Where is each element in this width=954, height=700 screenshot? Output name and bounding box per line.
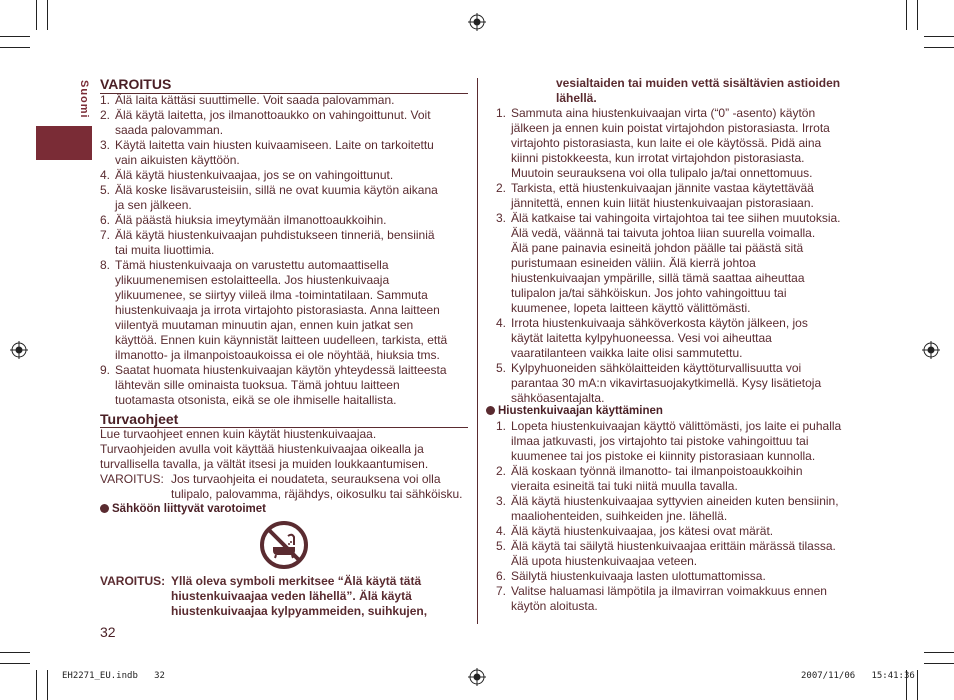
list-item-line: käytät laitetta kylpyhuoneessa. Vesi voi aiheuttaa: [511, 331, 772, 345]
crop-mark: [0, 47, 30, 48]
list-item-number: 3.: [496, 494, 507, 508]
crop-mark: [924, 663, 954, 664]
list-item-number: 5.: [496, 539, 507, 553]
language-tab: [36, 126, 92, 160]
crop-mark: [906, 0, 907, 30]
list-item-line: parantaa 30 mA:n vikavirtasuojakytkimellä. Kysy lisätietoja: [511, 376, 822, 390]
electric-heading-text: Sähköön liittyvät varotoimet: [112, 503, 267, 515]
list-item-line: vain aikuisten käyttöön.: [115, 153, 240, 167]
footer-timestamp: [801, 671, 915, 681]
list-item-number: 2.: [496, 181, 507, 195]
list-item-line: Älä käytä tai säilytä hiustenkuivaajaa erittäin märässä tilassa.: [511, 539, 836, 553]
list-item-line: Älä käytä hiustenkuivaajaa, jos kätesi ovat märät.: [511, 524, 774, 538]
crop-mark: [36, 0, 37, 30]
list-item-line: Käytä laitetta vain hiusten kuivaamiseen. Laite on tarkoitettu: [115, 138, 434, 152]
list-item-line: ylikuumenee, se siirtyy viileä ilma -toimintatilaan. Sammuta: [115, 288, 428, 302]
list-item-number: 4.: [100, 168, 111, 182]
list-item-line: Lopeta hiustenkuivaajan käyttö välittömästi, jos laite ei puhalla: [511, 419, 842, 433]
warning-line: Jos turvaohjeita ei noudateta, seurauksena voi olla: [171, 472, 441, 486]
list-item-number: 2.: [496, 464, 507, 478]
warning-label: VAROITUS:: [100, 472, 164, 486]
list-item-line: viilentyä muutaman minuutin ajan, ennen kuin jatkat sen: [115, 318, 414, 332]
list-item-line: Saatat huomata hiustenkuivaajan käytön yhteydessä laitteesta: [115, 363, 447, 377]
list-item-line: puristumaan esineiden väliin. Älä kierrä johtoa: [511, 256, 756, 270]
list-item-number: 6.: [496, 569, 507, 583]
turvaohjeet-heading: Turvaohjeet: [100, 411, 179, 427]
list-item-line: jännitettä, ennen kuin liität hiustenkuivaajan pistorasiaan.: [511, 196, 814, 210]
bullet-icon: [100, 504, 109, 513]
list-item: [100, 228, 475, 258]
symbol-line: hiustenkuivaajaa kylpyammeiden, suihkujen,: [171, 604, 428, 618]
symbol-line: Yllä oleva symboli merkitsee “Älä käytä tätä: [171, 574, 422, 588]
list-item-line: ilmaa jatkuvasti, jos virtajohto tai pistoke vahingoittuu tai: [511, 434, 809, 448]
varoitus-list: [100, 93, 475, 408]
list-item-line: ilmanotto- ja ilmanpoistoaukoissa ei ole nöyhtää, hiuksia tms.: [115, 348, 440, 362]
list-item-line: hiustenkuivaajan ympärille, sillä tämä saattaa aiheuttaa: [511, 271, 805, 285]
varoitus-heading: VAROITUS: [100, 76, 172, 92]
footer-file-name: EH2271_EU.indb: [62, 671, 138, 681]
list-item-line: Älä päästä hiuksia imeytymään ilmanottoaukkoihin.: [115, 213, 387, 227]
crop-mark: [924, 47, 954, 48]
electric-precautions-heading: [100, 503, 266, 515]
list-item-line: Irrota hiustenkuivaaja sähköverkosta käytön jälkeen, jos: [511, 316, 808, 330]
language-label: Suomi: [78, 80, 90, 119]
list-item-line: kuumenee tai jos pistoke ei kiinnity pistorasiaan kunnolla.: [511, 449, 816, 463]
list-item-number: 3.: [496, 211, 507, 225]
warning-text: [171, 472, 481, 502]
list-item-line: saada palovamman.: [115, 123, 224, 137]
list-item: [496, 106, 866, 181]
list-item-line: virtajohto pistorasiasta, kun laite ei ole käytössä. Pidä aina: [511, 136, 822, 150]
list-item-line: vaaratilanteen vaikka laite olisi sammutettu.: [511, 346, 743, 360]
list-item-number: 7.: [100, 228, 111, 242]
list-item-line: Älä vedä, väännä tai taivuta johtoa liian suurella voimalla.: [511, 226, 816, 240]
crop-mark: [47, 670, 48, 700]
column-divider: [477, 78, 478, 624]
list-item: [496, 539, 866, 569]
list-item: [100, 183, 475, 213]
list-item-number: 1.: [100, 93, 111, 107]
list-item-line: Sammuta aina hiustenkuivaajan virta (“0” -asento) käytön: [511, 106, 816, 120]
list-item: [496, 524, 866, 539]
footer-file: [62, 671, 165, 681]
crop-mark: [0, 36, 30, 37]
intro-line: Turvaohjeiden avulla voit käyttää hiustenkuivaajaa oikealla ja: [100, 442, 424, 456]
list-item-line: tuotamasta otsonista, eikä se ole ihmiselle haitallista.: [115, 393, 397, 407]
list-item: [496, 361, 866, 406]
registration-mark-icon: [468, 668, 486, 686]
list-item: [496, 316, 866, 361]
list-item-line: Älä käytä hiustenkuivaajan puhdistukseen tinneriä, bensiiniä: [115, 228, 435, 242]
list-item-line: Tarkista, että hiustenkuivaajan jännite vastaa käytettävää: [511, 181, 814, 195]
list-item-line: käytön aloitusta.: [511, 599, 598, 613]
list-item: [496, 181, 866, 211]
continued-warning: [556, 76, 866, 106]
list-item-number: 4.: [496, 524, 507, 538]
list-item-number: 5.: [100, 183, 111, 197]
list-item-line: Älä käytä hiustenkuivaajaa syttyvien aineiden kuten bensiinin,: [511, 494, 839, 508]
crop-mark: [0, 652, 30, 653]
usage-heading-text: Hiustenkuivaajan käyttäminen: [498, 405, 663, 417]
list-item: [496, 464, 866, 494]
symbol-warning-text: [171, 574, 471, 619]
warning-line: tulipalo, palovamma, räjähdys, oikosulku tai sähköisku.: [171, 487, 463, 501]
continued-line: lähellä.: [556, 91, 597, 105]
list-item-number: 3.: [100, 138, 111, 152]
bullet-icon: [486, 406, 495, 415]
list-item-line: Muutoin seurauksena voi olla tulipalo ja/tai onnettomuus.: [511, 166, 813, 180]
list-item: [100, 213, 475, 228]
list-item-line: ylikuumenemisen estolaitteella. Jos hiustenkuivaaja: [115, 273, 390, 287]
list-item-line: tulipalon ja/tai sähköiskun. Jos johto vahingoittuu tai: [511, 286, 787, 300]
crop-mark: [0, 663, 30, 664]
list-item-line: jälkeen ja ennen kuin poistat virtajohdon pistorasiasta. Irrota: [511, 121, 830, 135]
list-item-line: Älä koske lisävarusteisiin, sillä ne ovat kuumia käytön aikana: [115, 183, 438, 197]
list-item-line: Älä katkaise tai vahingoita virtajohtoa tai tee siihen muutoksia.: [511, 211, 841, 225]
list-item-line: Älä laita kättäsi suuttimelle. Voit saada palovamman.: [115, 93, 395, 107]
crop-mark: [924, 36, 954, 37]
list-item-number: 5.: [496, 361, 507, 375]
list-item-line: Tämä hiustenkuivaaja on varustettu automaattisella: [115, 258, 389, 272]
list-item-line: Älä käytä hiustenkuivaajaa, jos se on vahingoittunut.: [115, 168, 394, 182]
footer-date: 2007/11/06: [801, 671, 856, 681]
list-item-line: kuumenee, lopeta laitteen käyttö välittömästi.: [511, 301, 751, 315]
turvaohjeet-intro: [100, 427, 475, 472]
list-item-line: vieraita esineitä tai tuki niitä muulla tavalla.: [511, 479, 738, 493]
crop-mark: [924, 652, 954, 653]
list-item-number: 1.: [496, 419, 507, 433]
list-item-line: ja sen jälkeen.: [115, 198, 192, 212]
registration-mark-icon: [468, 13, 486, 31]
list-item-line: Älä upota hiustenkuivaajaa veteen.: [511, 554, 698, 568]
list-item-line: käyttöä. Ennen kuin käynnistät laitteen uudelleen, tarkista, että: [115, 333, 448, 347]
list-item-number: 1.: [496, 106, 507, 120]
list-item-number: 4.: [496, 316, 507, 330]
list-item-number: 9.: [100, 363, 111, 377]
list-item-line: Kylpyhuoneiden sähkölaitteiden käyttöturvallisuutta voi: [511, 361, 802, 375]
symbol-warning-label: VAROITUS:: [100, 574, 166, 588]
list-item-line: lähtevän sille ominaista tuoksua. Tämä johtuu laitteen: [115, 378, 400, 392]
list-item: [100, 168, 475, 183]
registration-mark-icon: [922, 341, 940, 359]
page-number: 32: [100, 624, 116, 640]
crop-mark: [917, 670, 918, 700]
list-item: [496, 569, 866, 584]
crop-mark: [47, 0, 48, 30]
usage-heading: [486, 405, 663, 417]
list-item-line: Älä pane painavia esineitä johdon päälle tai päästä sitä: [511, 241, 804, 255]
list-item: [496, 211, 866, 316]
list-item-number: 8.: [100, 258, 111, 272]
list-item-line: Säilytä hiustenkuivaaja lasten ulottumattomissa.: [511, 569, 766, 583]
list-item-line: tai muita liuottimia.: [115, 243, 215, 257]
list-item: [496, 419, 866, 464]
intro-line: Lue turvaohjeet ennen kuin käytät hiustenkuivaajaa.: [100, 427, 377, 441]
list-item-number: 2.: [100, 108, 111, 122]
list-item: [496, 494, 866, 524]
list-item-line: Älä käytä laitetta, jos ilmanottoaukko on vahingoittunut. Voit: [115, 108, 431, 122]
electric-list: [496, 106, 866, 406]
intro-line: turvallisella tavalla, ja vältät itsesi ja muiden loukkaantumisen.: [100, 457, 429, 471]
continued-line: vesialtaiden tai muiden vettä sisältävien astioiden: [556, 76, 841, 90]
registration-mark-icon: [10, 341, 28, 359]
list-item-line: Älä koskaan työnnä ilmanotto- tai ilmanpoistoaukkoihin: [511, 464, 803, 478]
crop-mark: [36, 670, 37, 700]
list-item: [100, 93, 475, 108]
list-item: [100, 363, 475, 408]
usage-list: [496, 419, 866, 614]
list-item-line: maaliohenteiden, suihkeiden jne. lähellä.: [511, 509, 728, 523]
list-item-number: 7.: [496, 584, 507, 598]
symbol-line: hiustenkuivaajaa veden lähellä”. Älä käytä: [171, 589, 412, 603]
footer-file-page: 32: [154, 671, 165, 681]
list-item-line: kiinni pistokkeesta, kun irrotat virtajohdon pistorasiasta.: [511, 151, 805, 165]
no-water-bath-icon: [258, 519, 310, 571]
footer-time: 15:41:36: [871, 671, 915, 681]
list-item-line: hiustenkuivaaja ja irrota virtajohto pistorasiasta. Anna laitteen: [115, 303, 440, 317]
crop-mark: [917, 0, 918, 30]
list-item-line: sähköasentajalta.: [511, 391, 605, 405]
list-item: [496, 584, 866, 614]
list-item-line: Valitse haluamasi lämpötila ja ilmavirran voimakkuus ennen: [511, 584, 827, 598]
list-item: [100, 108, 475, 138]
list-item: [100, 138, 475, 168]
list-item: [100, 258, 475, 363]
list-item-number: 6.: [100, 213, 111, 227]
